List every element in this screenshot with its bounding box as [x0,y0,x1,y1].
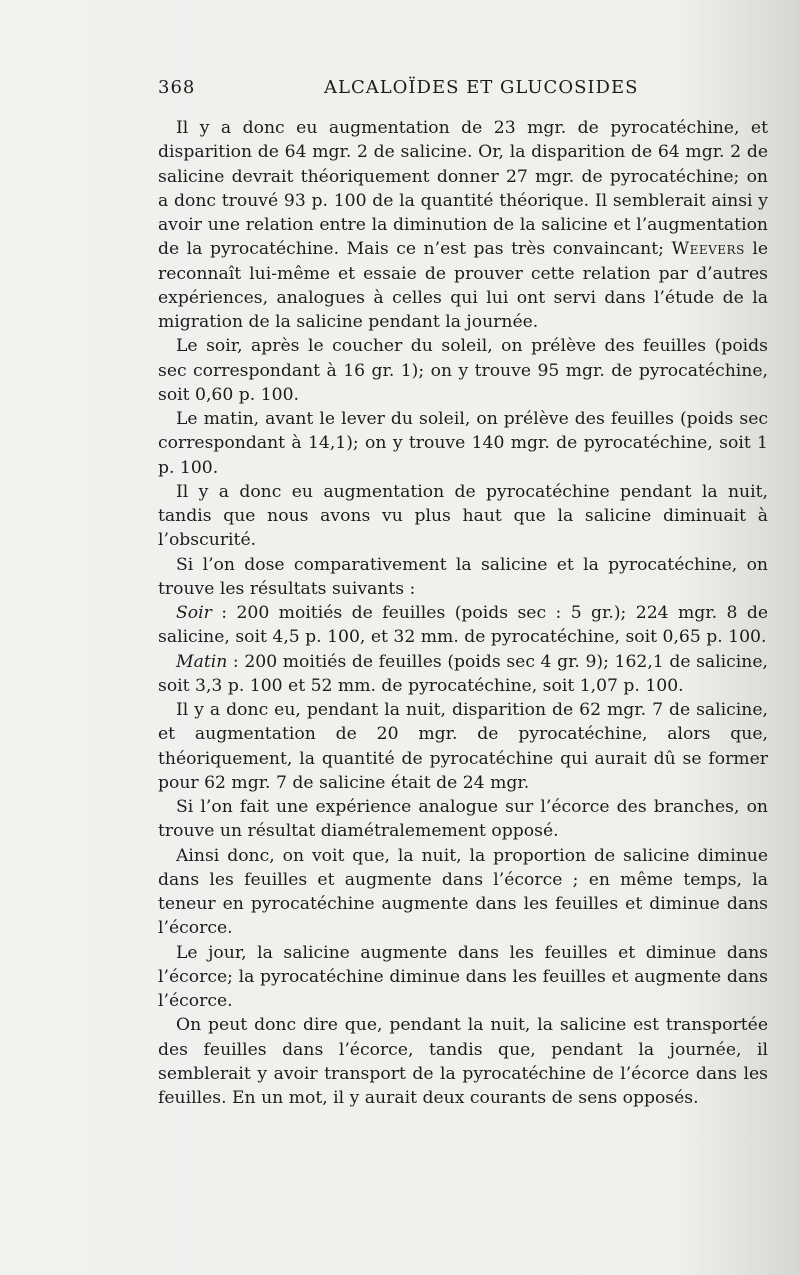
paragraph: Il y a donc eu augmentation de pyrocatéchine pendant la nuit, tandis que nous avons vu plus haut que la salicine diminuait à l’obscurité. [158,481,768,551]
paragraph: Le soir, après le coucher du soleil, on prélève des feuilles (poids sec correspondant à 16 gr. 1); on y trouve 95 mgr. de pyrocatéchine, soit 0,60 p. 100. [158,336,768,405]
paragraph: Matin : 200 moitiés de feuilles (poids sec 4 gr. 9); 162,1 de salicine, soit 3,3 p. 100 et 52 mm. de pyrocatéchine, soit 1,07 p. 100. [158,651,768,696]
page-number: 368 [158,77,196,98]
paragraph: On peut donc dire que, pendant la nuit, la salicine est transportée des feuilles dans l’écorce, tandis que, pendant la journée, il semblerait y avoir transport de la pyrocatéchine de l’écorce dans les feuilles. En un mot, il y aurait deux courants de sens opposés. [158,1015,768,1108]
body-text [158,116,768,1110]
italic-label: Soir [176,603,212,623]
paragraph: Soir : 200 moitiés de feuilles (poids sec : 5 gr.); 224 mgr. 8 de salicine, soit 4,5 p. 100, et 32 mm. de pyrocatéchine, soit 0,65 p. 100. [158,603,768,648]
italic-label: Matin [176,651,228,672]
author-name: Weevers [671,239,745,260]
paragraph: Il y a donc eu augmentation de 23 mgr. de pyrocatéchine, et disparition de 64 mgr. 2 de salicine. Or, la disparition de 64 mgr. 2 de salicine devrait théoriquement donner 27 mgr. de pyrocatéchine; on a donc trouvé 93 p. 100 de la quantité théorique. Il semblerait ainsi y avoir une relation entre la diminution de la salicine et l’augmentation de la pyrocatéchine. Mais ce n’est pas très convaincant; Weevers le reconnaît lui-même et essaie de prouver cette relation par d’autres expériences, analogues à celles qui lui ont servi dans l’étude de la migration de la salicine pendant la journée. [158,118,768,332]
paragraph: Ainsi donc, on voit que, la nuit, la proportion de salicine diminue dans les feuilles et augmente dans l’écorce ; en même temps, la teneur en pyrocatéchine augmente dans les feuilles et diminue dans l’écorce. [158,845,768,939]
paragraph: Il y a donc eu, pendant la nuit, disparition de 62 mgr. 7 de salicine, et augmentation de 20 mgr. de pyrocatéchine, alors que, théoriquement, la quantité de pyrocatéchine qui aurait dû se former pour 62 mgr. 7 de salicine était de 24 mgr. [158,700,768,793]
paragraph: Le matin, avant le lever du soleil, on prélève des feuilles (poids sec correspondant à 14,1); on y trouve 140 mgr. de pyrocatéchine, soit 1 p. 100. [158,409,768,478]
running-title: ALCALOÏDES ET GLUCOSIDES [324,77,639,98]
paragraph: Le jour, la salicine augmente dans les feuilles et diminue dans l’écorce; la pyrocatéchine diminue dans les feuilles et augmente dans l’écorce. [158,942,768,1011]
paragraph: Si l’on fait une expérience analogue sur l’écorce des branches, on trouve un résultat diamétralemement opposé. [158,797,768,842]
paragraph: Si l’on dose comparativement la salicine et la pyrocatéchine, on trouve les résultats suivants : [158,554,768,599]
